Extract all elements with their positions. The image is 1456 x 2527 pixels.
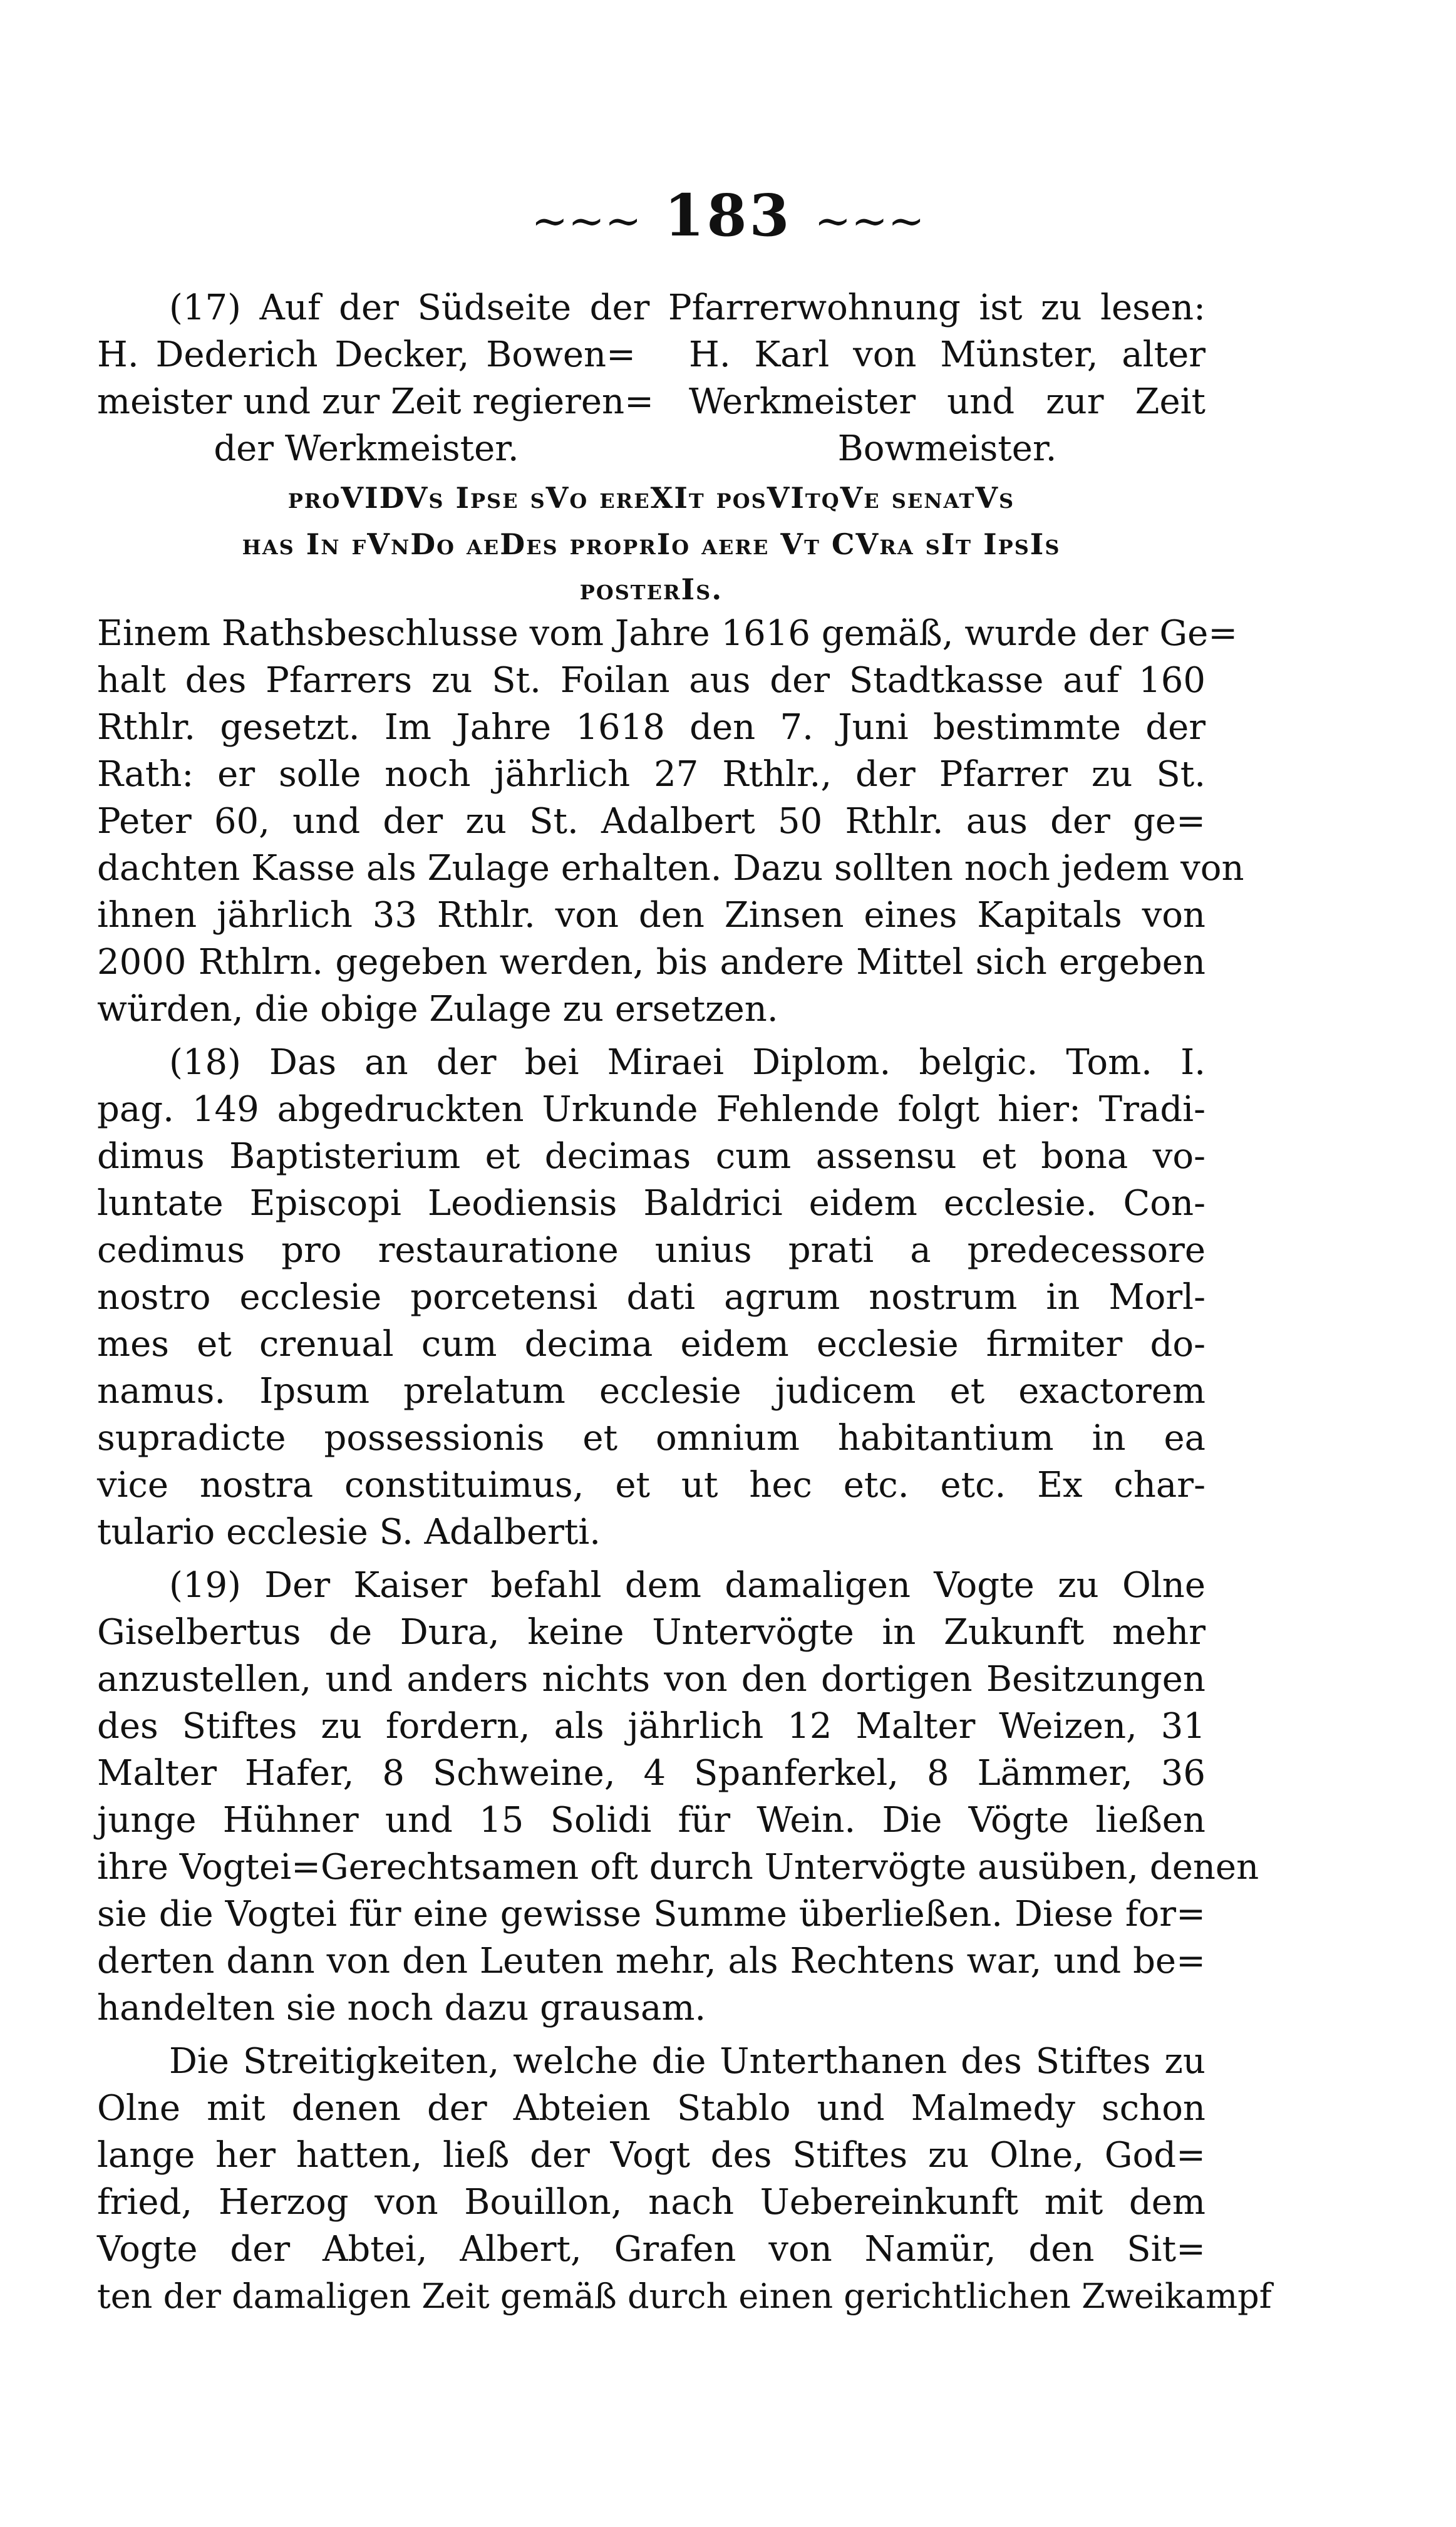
header-ornament-right: ~~~: [814, 195, 925, 247]
inscription-right-line: Bowmeister.: [837, 428, 1057, 469]
text-line: junge Hühner und 15 Solidi für Wein. Die Vögte ließen: [97, 1800, 1206, 1841]
text-line: namus. Ipsum prelatum ecclesie judicem et exactorem: [97, 1371, 1206, 1412]
header-ornament-left: ~~~: [531, 195, 642, 247]
text-line: vice nostra constituimus, et ut hec etc. etc. Ex char-: [97, 1465, 1206, 1506]
text-line: nostro ecclesie porcetensi dati agrum nostrum in Morl-: [97, 1277, 1206, 1318]
text-line: Die Streitigkeiten, welche die Unterthanen des Stiftes zu: [169, 2041, 1206, 2082]
text-line: ihre Vogtei=Gerechtsamen oft durch Untervögte ausüben, denen: [97, 1847, 1259, 1888]
text-line: (19) Der Kaiser befahl dem damaligen Vogte zu Olne: [169, 1565, 1206, 1606]
chronogram-line: proVIDVs Ipse sVo ereXIt posVItqVe senatVs: [287, 481, 1015, 515]
inscription-left-line: H. Dederich Decker, Bowen=: [97, 334, 636, 375]
text-line: Rath: er solle noch jährlich 27 Rthlr., der Pfarrer zu St.: [97, 754, 1206, 795]
inscription-left-line: meister und zur Zeit regieren=: [97, 381, 654, 422]
text-line: (18) Das an der bei Miraei Diplom. belgic. Tom. I.: [169, 1042, 1206, 1083]
inscription-left-line: der Werkmeister.: [214, 428, 519, 469]
text-line: würden, die obige Zulage zu ersetzen.: [97, 989, 778, 1030]
text-line: derten dann von den Leuten mehr, als Rechtens war, und be=: [97, 1941, 1206, 1982]
text-line: Rthlr. gesetzt. Im Jahre 1618 den 7. Juni bestimmte der: [97, 707, 1206, 748]
text-line: fried, Herzog von Bouillon, nach Uebereinkunft mit dem: [97, 2182, 1206, 2223]
text-line: mes et crenual cum decima eidem ecclesie firmiter do-: [97, 1324, 1206, 1365]
text-line: handelten sie noch dazu grausam.: [97, 1988, 706, 2028]
text-line: Olne mit denen der Abteien Stablo und Malmedy schon: [97, 2088, 1206, 2129]
text-line: Einem Rathsbeschlusse vom Jahre 1616 gemäß, wurde der Ge=: [97, 613, 1238, 654]
text-line: 2000 Rthlrn. gegeben werden, bis andere Mittel sich ergeben: [97, 942, 1206, 983]
inscription-right-line: Werkmeister und zur Zeit: [689, 381, 1206, 422]
text-line: halt des Pfarrers zu St. Foilan aus der Stadtkasse auf 160: [97, 660, 1206, 701]
text-line: anzustellen, und anders nichts von den dortigen Besitzungen: [97, 1659, 1206, 1700]
text-line: dimus Baptisterium et decimas cum assensu et bona vo-: [97, 1136, 1206, 1177]
text-line: Peter 60, und der zu St. Adalbert 50 Rthlr. aus der ge=: [97, 801, 1206, 842]
chronogram-line: posterIs.: [579, 572, 723, 606]
text-line: lange her hatten, ließ der Vogt des Stiftes zu Olne, God=: [97, 2135, 1206, 2176]
text-line: luntate Episcopi Leodiensis Baldrici eidem ecclesie. Con-: [97, 1183, 1206, 1224]
text-line: ten der damaligen Zeit gemäß durch einen gerichtlichen Zweikampf: [97, 2276, 1272, 2316]
text-line: supradicte possessionis et omnium habitantium in ea: [97, 1418, 1206, 1459]
text-line: Malter Hafer, 8 Schweine, 4 Spanferkel, 8 Lämmer, 36: [97, 1753, 1206, 1794]
page-number: 183: [664, 182, 792, 249]
text-line: cedimus pro restauratione unius prati a predecessore: [97, 1230, 1206, 1271]
text-line: Giselbertus de Dura, keine Untervögte in Zukunft mehr: [97, 1612, 1206, 1653]
page-header: [0, 182, 1456, 249]
text-line: Vogte der Abtei, Albert, Grafen von Namür, den Sit=: [97, 2229, 1206, 2270]
text-line: dachten Kasse als Zulage erhalten. Dazu sollten noch jedem von: [97, 848, 1244, 889]
text-line: sie die Vogtei für eine gewisse Summe überließen. Diese for=: [97, 1894, 1206, 1935]
inscription-right-line: H. Karl von Münster, alter: [689, 334, 1206, 375]
text-line: tulario ecclesie S. Adalberti.: [97, 1512, 601, 1553]
chronogram-line: has In fVnDo aeDes proprIo aere Vt CVra sIt IpsIs: [242, 527, 1061, 561]
text-line: pag. 149 abgedruckten Urkunde Fehlende folgt hier: Tradi-: [97, 1089, 1206, 1130]
text-line: ihnen jährlich 33 Rthlr. von den Zinsen eines Kapitals von: [97, 895, 1206, 936]
text-line: des Stiftes zu fordern, als jährlich 12 Malter Weizen, 31: [97, 1706, 1206, 1747]
note17-intro: (17) Auf der Südseite der Pfarrerwohnung ist zu lesen:: [169, 287, 1206, 328]
